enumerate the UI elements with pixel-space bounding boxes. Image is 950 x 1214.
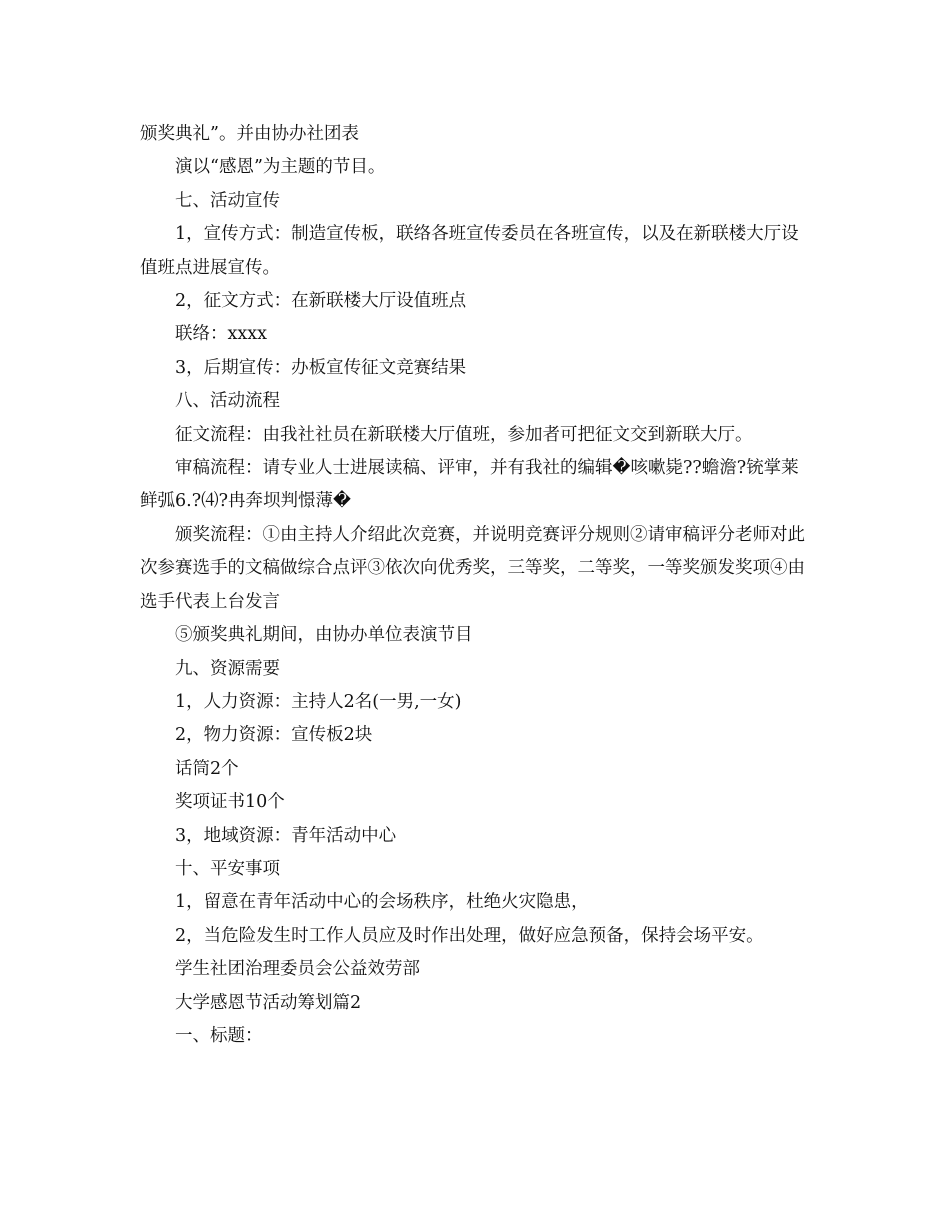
paragraph-certificates: 奖项证书10个 (175, 792, 285, 813)
paragraph-organizer: 学生社团治理委员会公益效劳部 (175, 959, 420, 980)
section-heading-resources: 九、资源需要 (175, 658, 280, 679)
paragraph-microphones: 话筒2个 (175, 758, 239, 779)
section-heading-title: 一、标题： (175, 1025, 263, 1046)
paragraph-contact: 联络：xxxx (175, 324, 267, 345)
paragraph-publicity-method: 1，宣传方式：制造宣传板，联络各班宣传委员在各班宣传，以及在新联楼大厅设值班点进展宣传。 (140, 224, 799, 278)
paragraph-1: 颁奖典礼”。并由协办社团表 (140, 124, 359, 144)
paragraph-review-process: 审稿流程：请专业人士进展读稿、评审，并有我社的编辑�咳嗽毙??蟾澹?铳掌莱鲜弧6.?⑷?冉奔坝判憬薄� (140, 458, 799, 512)
section-heading-publicity: 七、活动宣传 (175, 190, 280, 211)
paragraph-material-resources: 2，物力资源：宣传板2块 (175, 725, 373, 746)
section-heading-safety: 十、平安事项 (175, 858, 280, 879)
paragraph-essay-process: 征文流程：由我社社员在新联楼大厅值班，参加者可把征文交到新联大厅。 (175, 424, 753, 445)
paragraph-safety-order: 1，留意在青年活动中心的会场秩序，杜绝火灾隐患， (175, 892, 589, 913)
section-heading-process: 八、活动流程 (175, 391, 280, 412)
paragraph-award-ceremony: ⑤颁奖典礼期间，由协办单位表演节目 (175, 625, 473, 646)
paragraph-2: 演以“感恩”为主题的节目。 (175, 157, 386, 178)
paragraph-human-resources: 1，人力资源：主持人2名(一男,一女) (175, 691, 462, 712)
paragraph-essay-method: 2，征文方式：在新联楼大厅设值班点 (175, 291, 467, 312)
paragraph-later-publicity: 3，后期宣传：办板宣传征文竞赛结果 (175, 357, 467, 378)
paragraph-venue-resources: 3，地域资源：青年活动中心 (175, 825, 397, 846)
paragraph-safety-emergency: 2，当危险发生时工作人员应及时作出处理，做好应急预备，保持会场平安。 (175, 925, 764, 946)
document-subtitle: 大学感恩节活动筹划篇2 (175, 992, 362, 1013)
document-body (140, 118, 815, 1053)
paragraph-award-process: 颁奖流程：①由主持人介绍此次竞赛，并说明竞赛评分规则②请审稿评分老师对此次参赛选手的文稿做综合点评③依次向优秀奖，三等奖，二等奖，一等奖颁发奖项④由选手代表上台发言 (140, 524, 805, 612)
